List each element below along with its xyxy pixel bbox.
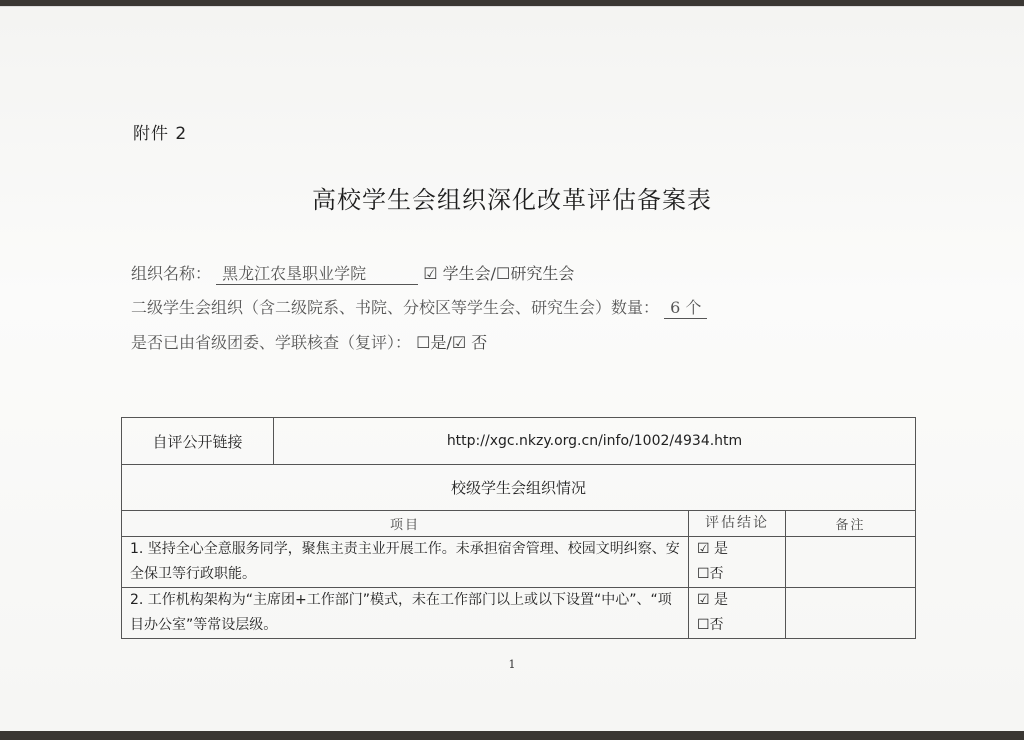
header-item: 项目 [122,511,689,537]
link-row [122,418,916,465]
secondary-count-value: 6 个 [664,295,707,319]
no-checkbox: ☐否 [697,617,724,633]
document-title: 高校学生会组织深化改革评估备案表 [312,186,712,214]
header-result: 评估结论 [689,511,786,537]
review-choice: ☐是/☑ 否 [416,333,488,352]
assessment-table [121,417,916,639]
secondary-count-label: 二级学生会组织（含二级院系、书院、分校区等学生会、研究生会）数量： [131,298,660,317]
page-number: 1 [508,658,516,671]
org-name-label: 组织名称： [131,264,212,283]
document-page [0,6,1024,731]
link-label: 自评公开链接 [122,418,274,465]
row-note [786,588,916,639]
yes-checkbox: ☑ 是 [697,592,729,608]
org-name-line [131,261,574,285]
review-line [131,330,487,353]
table-row [122,588,916,639]
org-name-value: 黑龙江农垦职业学院 [216,261,418,285]
section-title: 校级学生会组织情况 [122,465,916,511]
org-type-choice: ☑ 学生会/☐研究生会 [423,264,575,283]
link-value: http://xgc.nkzy.org.cn/info/1002/4934.htm [274,418,916,465]
yes-checkbox: ☑ 是 [697,541,729,557]
row-result [689,588,786,639]
section-row [122,465,916,511]
row-note [786,537,916,588]
table-row [122,537,916,588]
row-result [689,537,786,588]
header-note: 备注 [786,511,916,537]
row-item-text: 2. 工作机构架构为“主席团+工作部门”模式，未在工作部门以上或以下设置“中心”、“项目办公室”等常设层级。 [122,588,689,639]
row-item-text: 1. 坚持全心全意服务同学，聚焦主责主业开展工作。未承担宿舍管理、校园文明纠察、安全保卫等行政职能。 [122,537,689,588]
header-row [122,511,916,537]
review-label: 是否已由省级团委、学联核查（复评）： [131,333,412,352]
secondary-count-line [131,295,707,319]
no-checkbox: ☐否 [697,566,724,582]
annex-label: 附件 2 [133,124,188,144]
